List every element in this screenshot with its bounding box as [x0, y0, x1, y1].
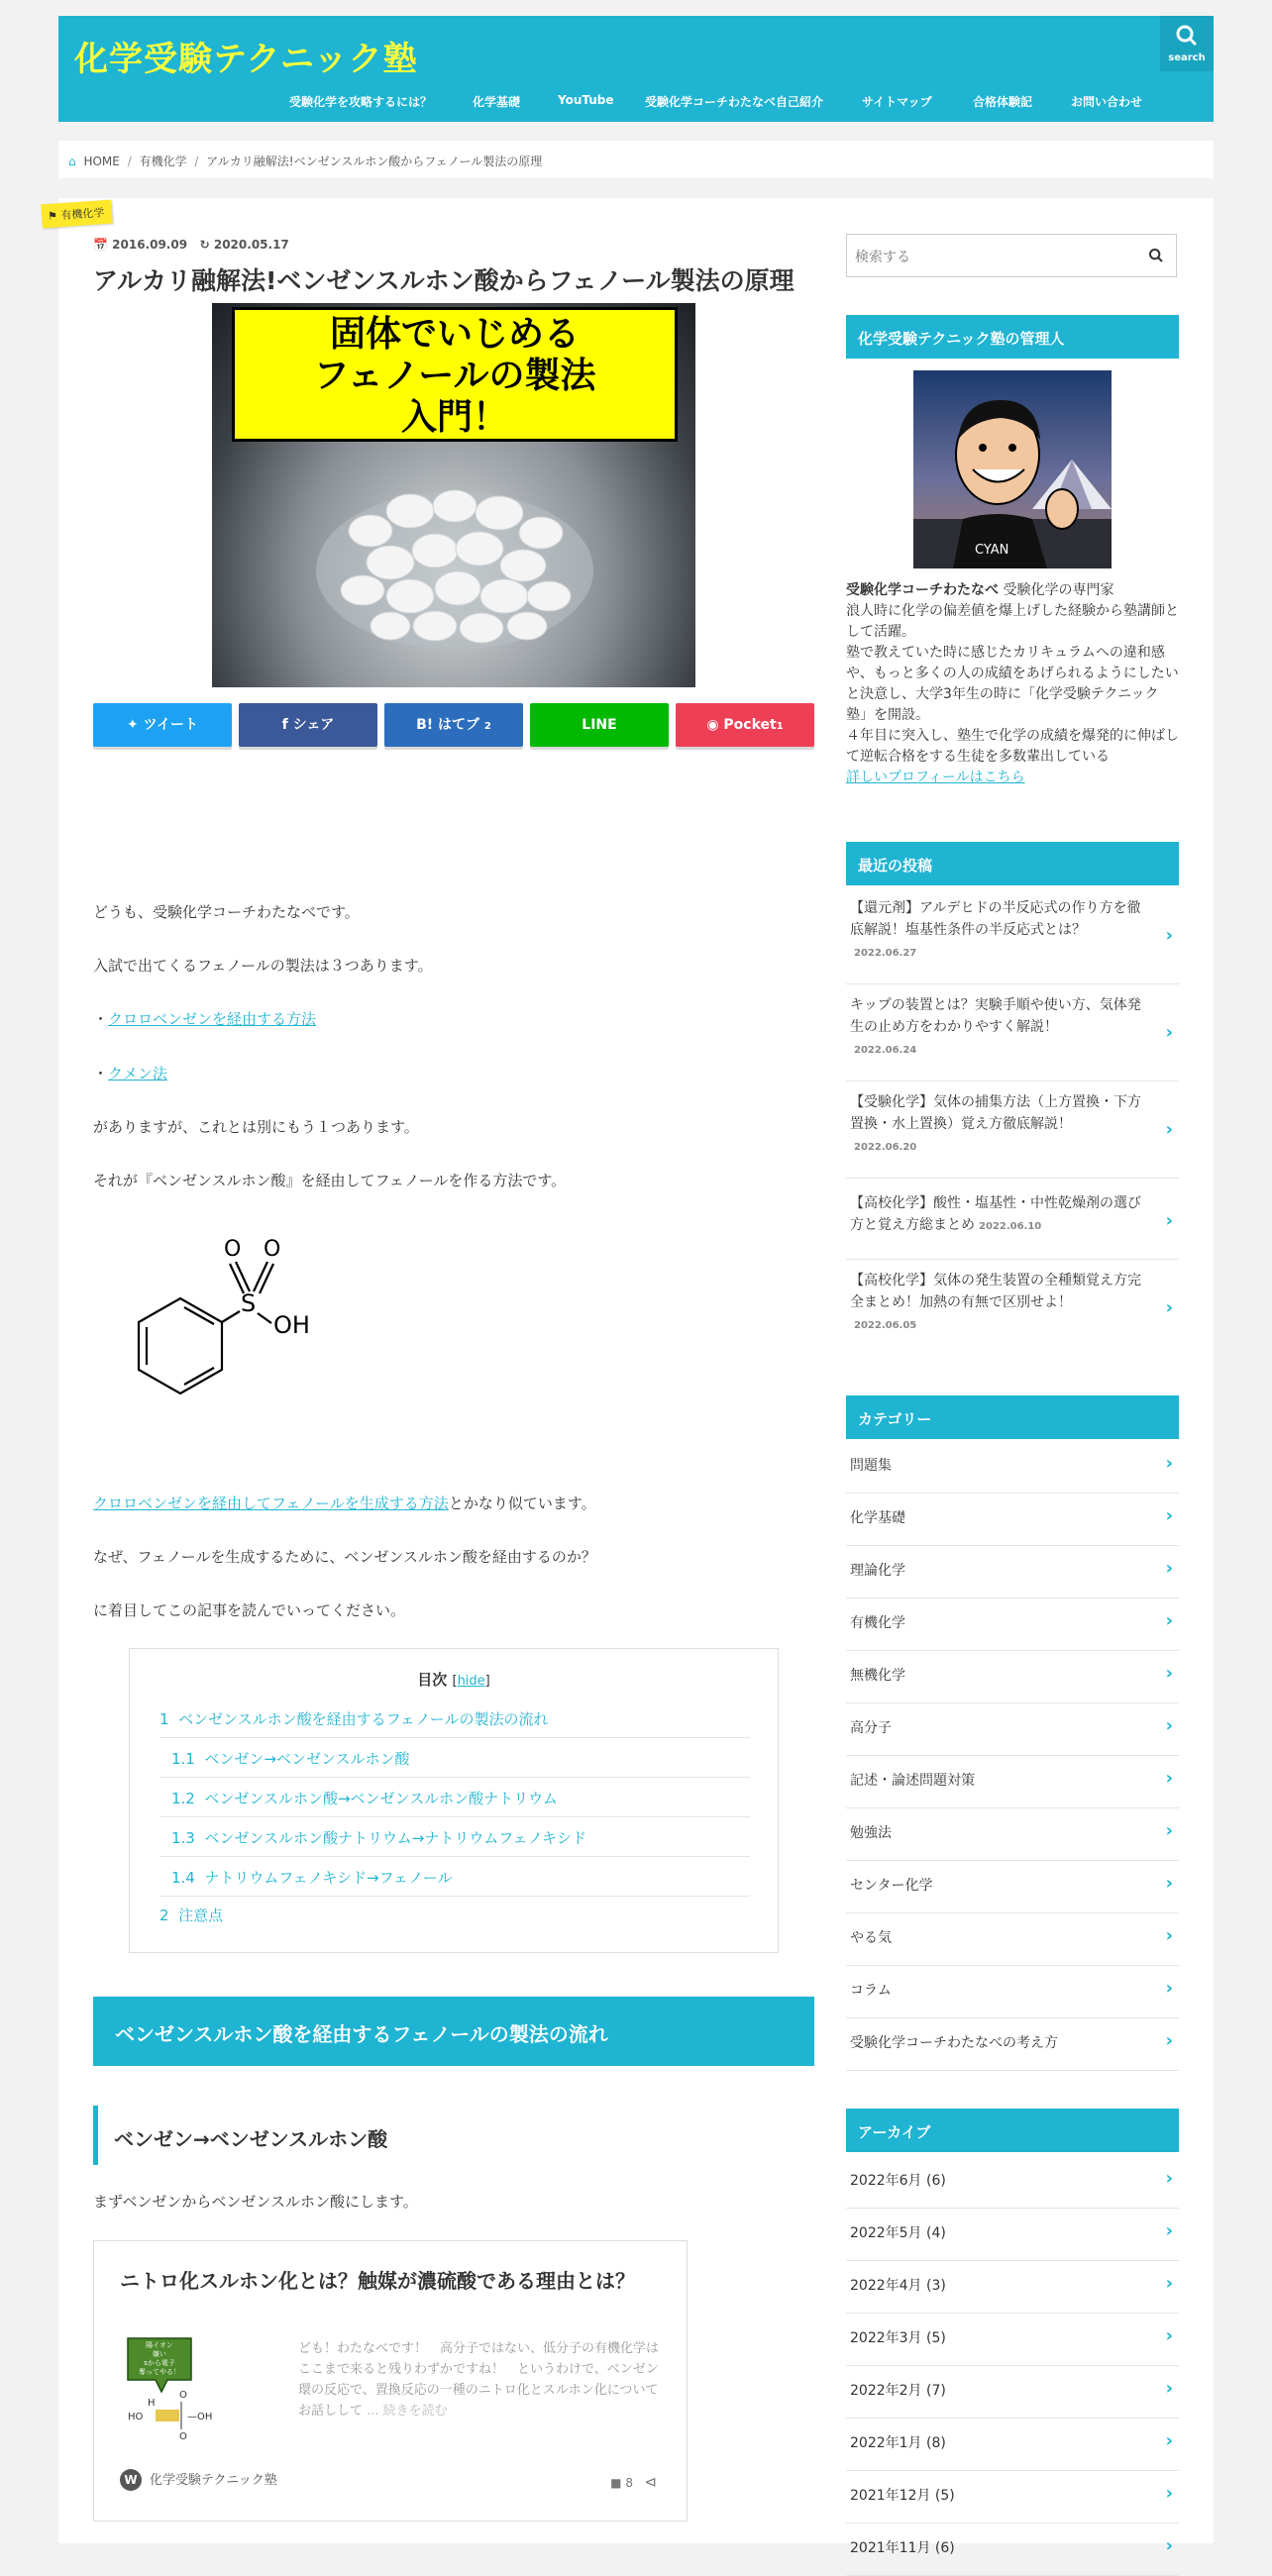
- related-post-site: [120, 2469, 277, 2491]
- toc-item[interactable]: 2 注意点: [159, 1906, 224, 1924]
- breadcrumb-separator: /: [194, 155, 199, 168]
- chevron-right-icon: ›: [1165, 1119, 1173, 1140]
- nav-item-about[interactable]: 受験化学コーチわたなべ自己紹介: [645, 95, 824, 109]
- comment-icon: ■: [610, 2476, 622, 2490]
- breadcrumb-category[interactable]: 有機化学: [139, 155, 187, 168]
- chevron-right-icon: ›: [1165, 2030, 1173, 2051]
- eyecatch-line: 入門！: [400, 397, 508, 438]
- thumb-caption: 奪ってやる！: [139, 2368, 180, 2376]
- recent-post-title: 【受験化学】気体の捕集方法（上方置換・下方置換・水上置換）覚え方徹底解説！: [850, 1094, 1141, 1132]
- sidebar-search-input[interactable]: [846, 234, 1177, 277]
- chlorobenzene-method-link[interactable]: クロロベンゼンを経由する方法: [108, 1010, 317, 1028]
- avatar-illustration: [913, 370, 1112, 568]
- chevron-right-icon: ›: [1165, 2168, 1173, 2189]
- category-badge[interactable]: [41, 200, 113, 229]
- paragraph: 入試で出てくるフェノールの製法は３つあります。: [93, 957, 433, 975]
- subsection-heading: ベンゼン→ベンゼンスルホン酸: [93, 2106, 814, 2165]
- recent-post-date: 2022.06.24: [854, 1045, 917, 1056]
- recent-post-title: キップの装置とは？実験手順や使い方、気体発生の止め方をわかりやすく解説！: [850, 997, 1141, 1035]
- bullet: ・: [93, 1010, 109, 1028]
- related-post-title[interactable]: ニトロ化スルホン化とは？触媒が濃硫酸である理由とは？: [120, 2269, 635, 2293]
- breadcrumb-current: アルカリ融解法!ベンゼンスルホン酸からフェノール製法の原理: [206, 155, 543, 168]
- recent-post-item[interactable]: [846, 897, 1179, 984]
- archive-item[interactable]: 2022年4月 (3) ›: [846, 2261, 1179, 2314]
- list-item: [93, 1063, 167, 1083]
- pocket-button[interactable]: [676, 703, 814, 747]
- search-icon: [1175, 24, 1199, 48]
- search-icon[interactable]: [1148, 248, 1164, 263]
- category-item[interactable]: 化学基礎 ›: [846, 1494, 1179, 1546]
- category-item[interactable]: やる気 ›: [846, 1913, 1179, 1966]
- toc-item[interactable]: 1.1 ベンゼン→ベンゼンスルホン酸: [159, 1748, 750, 1778]
- profile-name: 受験化学コーチわたなべ: [846, 582, 999, 598]
- chevron-right-icon: ›: [1165, 1978, 1173, 1999]
- thumb-formula: H: [148, 2398, 156, 2409]
- category-badge-label: 有機化学: [59, 206, 105, 223]
- thumb-formula: —OH: [187, 2412, 213, 2422]
- bullet: ・: [93, 1065, 109, 1082]
- eyecatch-line: 固体でいじめる: [329, 314, 580, 355]
- share-icon[interactable]: ⊲: [644, 2473, 657, 2491]
- recent-post-item[interactable]: [846, 1192, 1179, 1260]
- chevron-right-icon: ›: [1165, 2430, 1173, 2451]
- site-header: [58, 16, 1214, 122]
- paragraph: がありますが、これとは別にもう１つあります。: [93, 1118, 419, 1136]
- recent-post-title: 【高校化学】気体の発生装置の全種類覚え方完全まとめ！加熱の有無で区別せよ！: [850, 1273, 1141, 1310]
- calendar-icon: 📅: [93, 238, 108, 252]
- toc-hide-toggle[interactable]: [hide]: [452, 1674, 490, 1689]
- chevron-right-icon: ›: [1165, 1453, 1173, 1474]
- thumb-caption: sから電子: [144, 2359, 175, 2367]
- category-item[interactable]: 有機化学 ›: [846, 1598, 1179, 1651]
- chevron-right-icon: ›: [1165, 1297, 1173, 1318]
- updated-date: 2020.05.17: [213, 238, 289, 252]
- chevron-right-icon: ›: [1165, 1768, 1173, 1789]
- sulfur-label: S: [241, 1289, 257, 1317]
- facebook-label: シェア: [292, 717, 335, 733]
- recent-post-item[interactable]: [846, 1270, 1179, 1357]
- line-share-button[interactable]: [530, 703, 669, 747]
- related-post-thumbnail: [120, 2336, 268, 2445]
- thumb-formula: O: [179, 2431, 187, 2442]
- tweet-button[interactable]: [93, 703, 232, 747]
- cumene-method-link[interactable]: クメン法: [108, 1065, 167, 1082]
- toc-item[interactable]: 1.3 ベンゼンスルホン酸ナトリウム→ナトリウムフェノキシド: [159, 1827, 750, 1857]
- paragraph: どうも、受験化学コーチわたなべです。: [93, 903, 360, 921]
- recent-post-date: 2022.06.10: [979, 1221, 1042, 1232]
- eyecatch-image: [212, 303, 695, 687]
- category-item[interactable]: コラム ›: [846, 1966, 1179, 2018]
- archive-item[interactable]: 2022年1月 (8) ›: [846, 2419, 1179, 2471]
- paragraph-text: とかなり似ています。: [448, 1494, 596, 1512]
- related-post-excerpt: ども！わたなべです！ 高分子ではない、低分子の有機化学はここまで来ると残りわずかですね！ というわけで、ベンゼン環の反応で、置換反応の一種のニトロ化とスルホン化についてお話しして ... 続きを読む: [298, 2341, 660, 2419]
- thumb-formula: O: [179, 2390, 187, 2401]
- chevron-right-icon: ›: [1165, 925, 1173, 946]
- list-item: [93, 1008, 316, 1029]
- category-item[interactable]: 高分子 ›: [846, 1703, 1179, 1756]
- pocket-count: 1: [776, 721, 784, 732]
- archive-item[interactable]: 2022年5月 (4) ›: [846, 2209, 1179, 2261]
- paragraph: に着目してこの記事を読んでいってください。: [93, 1601, 406, 1619]
- pocket-label: Pocket: [723, 717, 777, 733]
- profile-text: [846, 580, 1179, 788]
- eyecatch-banner: [232, 307, 678, 442]
- search-placeholder: 検索する: [855, 250, 910, 265]
- naoh-pellets-illustration: [311, 452, 598, 660]
- chevron-right-icon: ›: [1165, 2378, 1173, 2399]
- chevron-right-icon: ›: [1165, 2220, 1173, 2241]
- chevron-right-icon: ›: [1165, 1925, 1173, 1946]
- recent-post-title: 【還元剤】アルデヒドの半反応式の作り方を徹底解説！塩基性条件の半反応式とは？: [850, 900, 1141, 938]
- toc-item[interactable]: 1.4 ナトリウムフェノキシド→フェノール: [159, 1867, 750, 1897]
- recent-post-date: 2022.06.20: [854, 1142, 917, 1153]
- comment-count: 8: [625, 2476, 633, 2490]
- hatena-bookmark-button[interactable]: [384, 703, 523, 747]
- chevron-right-icon: ›: [1165, 2325, 1173, 2346]
- nav-item-testimonials[interactable]: 合格体験記: [973, 95, 1033, 109]
- archive-item[interactable]: 2021年11月 (6) ›: [846, 2524, 1179, 2576]
- line-label: LINE: [582, 717, 617, 733]
- category-item[interactable]: 無機化学 ›: [846, 1651, 1179, 1703]
- search-button[interactable]: [1160, 16, 1214, 71]
- toc-title: [130, 1669, 778, 1690]
- related-post-meta: [610, 2473, 657, 2491]
- eyecatch-line: フェノールの製法: [313, 356, 596, 396]
- category-item[interactable]: 受験化学コーチわたなべの考え方 ›: [846, 2018, 1179, 2071]
- chevron-right-icon: ›: [1165, 1558, 1173, 1579]
- post-title: アルカリ融解法!ベンゼンスルホン酸からフェノール製法の原理: [93, 266, 795, 295]
- site-name: 化学受験テクニック塾: [150, 2473, 277, 2488]
- wordpress-icon: W: [120, 2469, 142, 2491]
- thumb-formula: HO: [128, 2412, 144, 2422]
- chevron-right-icon: ›: [1165, 2273, 1173, 2294]
- site-title[interactable]: 化学受験テクニック塾: [74, 40, 418, 79]
- breadcrumb-separator: /: [127, 155, 132, 168]
- sidebar-admin-heading: 化学受験テクニック塾の管理人: [846, 315, 1179, 359]
- archive-item[interactable]: 2022年6月 (6) ›: [846, 2156, 1179, 2209]
- archive-item[interactable]: 2021年12月 (5) ›: [846, 2471, 1179, 2524]
- sidebar-archive-heading: アーカイブ: [846, 2109, 1179, 2152]
- chevron-right-icon: ›: [1165, 1663, 1173, 1684]
- avatar-shirt-text: CYAN: [975, 543, 1009, 558]
- nav-item-chem-basics[interactable]: 化学基礎: [473, 95, 521, 109]
- breadcrumb-home[interactable]: HOME: [83, 155, 120, 168]
- toc-item[interactable]: 1 ベンゼンスルホン酸を経由するフェノールの製法の流れ: [159, 1708, 750, 1738]
- oxygen-label: O: [264, 1237, 281, 1262]
- category-item[interactable]: センター化学 ›: [846, 1861, 1179, 1913]
- post-dates: [93, 238, 289, 252]
- category-item[interactable]: 記述・論述問題対策 ›: [846, 1756, 1179, 1808]
- archive-item[interactable]: 2022年3月 (5) ›: [846, 2314, 1179, 2366]
- chevron-right-icon: ›: [1165, 1210, 1173, 1231]
- oxygen-label: O: [224, 1237, 242, 1262]
- breadcrumb: [58, 141, 1214, 178]
- nav-item-contact[interactable]: お問い合わせ: [1071, 95, 1143, 109]
- chevron-right-icon: ›: [1165, 1610, 1173, 1631]
- toc-hide-link[interactable]: hide: [457, 1674, 485, 1689]
- chevron-right-icon: ›: [1165, 1505, 1173, 1526]
- chevron-right-icon: ›: [1165, 2535, 1173, 2556]
- paragraph: それが『ベンゼンスルホン酸』を経由してフェノールを作る方法です。: [93, 1172, 567, 1189]
- table-of-contents: [129, 1648, 779, 1953]
- hydroxyl-label: OH: [273, 1311, 310, 1339]
- category-item[interactable]: 勉強法 ›: [846, 1808, 1179, 1861]
- paragraph: なぜ、フェノールを生成するために、ベンゼンスルホン酸を経由するのか？: [93, 1548, 596, 1566]
- recent-post-title: 【高校化学】酸性・塩基性・中性乾燥剤の選び方と覚え方総まとめ: [850, 1195, 1141, 1233]
- avatar: [913, 370, 1112, 568]
- category-item[interactable]: 理論化学 ›: [846, 1546, 1179, 1598]
- facebook-icon: f: [281, 717, 288, 733]
- profile-body: 受験化学の専門家 浪人時に化学の偏差値を爆上げした経験から塾講師として活躍。 塾で教えていた時に感じたカリキュラムへの違和感や、もっと多くの人の成績をあげられるようにしたいと決意し、大学3年生の時に「化学受験テクニック塾」を開設。 ４年目に突入し、塾生で化学の成績を爆発的に伸ばして逆転合格をする生徒を多数輩出している: [846, 582, 1179, 765]
- chevron-right-icon: ›: [1165, 1873, 1173, 1894]
- thumb-caption: 陽イオン: [146, 2341, 173, 2349]
- home-icon: ⌂: [68, 155, 76, 168]
- pocket-icon: ◉: [706, 717, 719, 733]
- paragraph: [93, 1493, 596, 1513]
- nav-item-strategy[interactable]: 受験化学を攻略するには？: [289, 95, 433, 109]
- folder-icon: ⚑: [47, 209, 58, 224]
- search-label: search: [1168, 52, 1206, 63]
- chevron-right-icon: ›: [1165, 1022, 1173, 1043]
- chevron-right-icon: ›: [1165, 1820, 1173, 1841]
- facebook-share-button[interactable]: [239, 703, 377, 747]
- published-date: 2016.09.09: [112, 238, 188, 252]
- sidebar-recent-heading: 最近の投稿: [846, 842, 1179, 885]
- tweet-label: ツイート: [143, 717, 198, 733]
- related-post-card[interactable]: [93, 2240, 688, 2522]
- sidebar-category-heading: カテゴリー: [846, 1395, 1179, 1439]
- nav-item-sitemap[interactable]: サイトマップ: [862, 95, 932, 109]
- profile-link[interactable]: 詳しいプロフィールはこちら: [846, 770, 1025, 785]
- recent-post-item[interactable]: [846, 994, 1179, 1082]
- chlorobenzene-phenol-link[interactable]: クロロベンゼンを経由してフェノールを生成する方法: [93, 1494, 449, 1512]
- benzenesulfonic-acid-structure: [109, 1228, 327, 1396]
- toc-heading: 目次: [417, 1671, 448, 1689]
- read-more-link[interactable]: ... 続きを読む: [367, 2404, 448, 2419]
- section-heading: ベンゼンスルホン酸を経由するフェノールの製法の流れ: [93, 1997, 814, 2066]
- recent-post-item[interactable]: [846, 1091, 1179, 1179]
- nav-item-youtube[interactable]: YouTube: [558, 93, 614, 107]
- archive-item[interactable]: 2022年2月 (7) ›: [846, 2366, 1179, 2419]
- recent-post-date: 2022.06.27: [854, 948, 917, 959]
- category-item[interactable]: 問題集 ›: [846, 1441, 1179, 1494]
- hatena-label: B! はてブ: [416, 717, 480, 733]
- main-nav: [58, 93, 1214, 115]
- hatena-count: 2: [483, 721, 491, 732]
- recent-post-date: 2022.06.05: [854, 1320, 917, 1331]
- paragraph: まずベンゼンからベンゼンスルホン酸にします。: [93, 2193, 418, 2211]
- chevron-right-icon: ›: [1165, 2483, 1173, 2504]
- toc-item[interactable]: 1.2 ベンゼンスルホン酸→ベンゼンスルホン酸ナトリウム: [159, 1788, 750, 1817]
- twitter-icon: ✦: [127, 717, 139, 733]
- thumb-caption: 嫌い: [153, 2350, 166, 2358]
- updated-icon: ↻: [199, 238, 210, 252]
- chevron-right-icon: ›: [1165, 1715, 1173, 1736]
